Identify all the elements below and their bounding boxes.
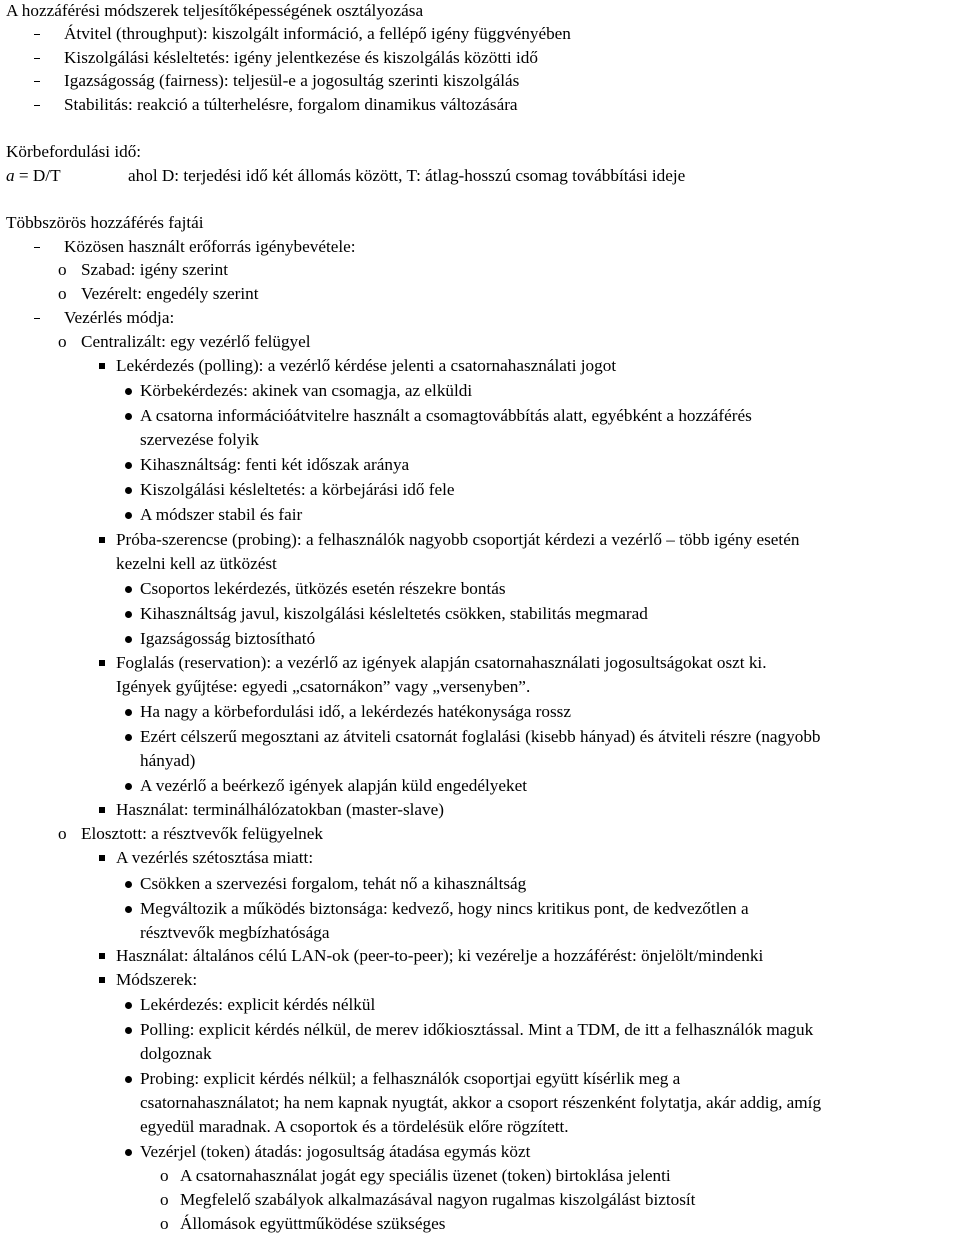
list-item: Körbekérdezés: akinek van csomagja, az elküldi — [140, 381, 473, 400]
list-item-continuation: Igények gyűjtése: egyedi „csatornákon” vagy „versenyben”. — [116, 677, 531, 696]
list-item-continuation: dolgoznak — [140, 1044, 212, 1063]
list-item: Csökken a szervezési forgalom, tehát nő a kihasználtság — [140, 874, 527, 893]
list-item-continuation: egyedül maradnak. A csoportok és a tördelésük előre rögzített. — [140, 1117, 569, 1136]
formula-expression: = D/T — [18, 166, 61, 185]
list-item: Ezért célszerű megosztani az átviteli csatornát foglalási (kisebb hányad) és átviteli részre (nagyobb — [140, 727, 821, 746]
list-item: Megváltozik a működés biztonsága: kedvező, hogy nincs kritikus pont, de kedvezőtlen a — [140, 899, 749, 918]
o-bullet: o — [58, 332, 67, 351]
round-bullet — [125, 881, 132, 888]
list-item: Igazságosság biztosítható — [140, 629, 316, 648]
list-item: Foglalás (reservation): a vezérlő az igények alapján csatornahasználati jogosultságokat oszt ki. — [116, 653, 767, 672]
dash-bullet — [34, 247, 40, 248]
list-item-continuation: hányad) — [140, 751, 196, 770]
round-bullet — [125, 1149, 132, 1156]
round-bullet — [125, 636, 132, 643]
o-bullet: o — [160, 1214, 169, 1233]
round-bullet — [125, 1076, 132, 1083]
round-bullet — [125, 487, 132, 494]
list-item: A vezérlő a beérkező igények alapján küld engedélyeket — [140, 776, 528, 795]
heading-performance-classification: A hozzáférési módszerek teljesítőképességének osztályozása — [6, 1, 424, 20]
formula-variable: a — [6, 166, 15, 185]
square-bullet — [99, 363, 105, 369]
dash-bullet — [34, 34, 40, 35]
square-bullet — [99, 537, 105, 543]
square-bullet — [99, 660, 105, 666]
list-item: Elosztott: a résztvevők felügyelnek — [81, 824, 323, 843]
list-item-continuation: résztvevők megbízhatósága — [140, 923, 330, 942]
round-bullet — [125, 709, 132, 716]
list-item: Próba-szerencse (probing): a felhasználók nagyobb csoportját kérdezi a vezérlő – több igény esetén — [116, 530, 800, 549]
round-bullet — [125, 611, 132, 618]
list-item: Probing: explicit kérdés nélkül; a felhasználók csoportjai együtt kísérlik meg a — [140, 1069, 681, 1088]
round-bullet — [125, 512, 132, 519]
list-item: Lekérdezés: explicit kérdés nélkül — [140, 995, 376, 1014]
list-item-continuation: csatornahasználatot; ha nem kapnak nyugtát, akkor a csoport részenként folytatja, akár addig, amíg — [140, 1093, 822, 1112]
o-bullet: o — [58, 824, 67, 843]
list-item: A vezérlés szétosztása miatt: — [116, 848, 314, 867]
square-bullet — [99, 977, 105, 983]
list-item-continuation: kezelni kell az ütközést — [116, 554, 277, 573]
list-item: Ha nagy a körbefordulási idő, a lekérdezés hatékonysága rossz — [140, 702, 571, 721]
list-item: Vezérelt: engedély szerint — [81, 284, 259, 303]
round-bullet — [125, 1027, 132, 1034]
list-item: A módszer stabil és fair — [140, 505, 303, 524]
o-bullet: o — [160, 1166, 169, 1185]
list-item: Kihasználtság javul, kiszolgálási késleltetés csökken, stabilitás megmarad — [140, 604, 648, 623]
formula-explanation: ahol D: terjedési idő két állomás között, T: átlag-hosszú csomag továbbítási ideje — [128, 166, 686, 185]
list-item: Közösen használt erőforrás igénybevétele: — [64, 237, 356, 256]
list-item: Polling: explicit kérdés nélkül, de merev időkiosztással. Mint a TDM, de itt a felhasználók maguk — [140, 1020, 814, 1039]
list-item: Megfelelő szabályok alkalmazásával nagyon rugalmas kiszolgálást biztosít — [180, 1190, 696, 1209]
dash-bullet — [34, 58, 40, 59]
round-bullet — [125, 906, 132, 913]
list-item: Vezérjel (token) átadás: jogosultság átadása egymás közt — [140, 1142, 531, 1161]
list-item: Kiszolgálási késleltetés: igény jelentkezése és kiszolgálás közötti idő — [64, 48, 538, 67]
dash-bullet — [34, 318, 40, 319]
square-bullet — [99, 953, 105, 959]
list-item: Használat: terminálhálózatokban (master-slave) — [116, 800, 444, 819]
list-item: Csoportos lekérdezés, ütközés esetén részekre bontás — [140, 579, 506, 598]
round-bullet — [125, 462, 132, 469]
heading-round-trip: Körbefordulási idő: — [6, 142, 142, 161]
list-item: Módszerek: — [116, 970, 198, 989]
list-item: Kihasználtság: fenti két időszak aránya — [140, 455, 410, 474]
list-item: Stabilitás: reakció a túlterhelésre, forgalom dinamikus változására — [64, 95, 518, 114]
list-item: Lekérdezés (polling): a vezérlő kérdése jelenti a csatornahasználati jogot — [116, 356, 617, 375]
round-bullet — [125, 1002, 132, 1009]
dash-bullet — [34, 81, 40, 82]
round-bullet — [125, 586, 132, 593]
list-item: Igazságosság (fairness): teljesül-e a jogosultág szerinti kiszolgálás — [64, 71, 520, 90]
list-item: Szabad: igény szerint — [81, 260, 229, 279]
square-bullet — [99, 855, 105, 861]
list-item: A csatorna információátvitelre használt a csomagtovábbítás alatt, egyébként a hozzáférés — [140, 406, 752, 425]
list-item: Átvitel (throughput): kiszolgált információ, a fellépő igény függvényében — [64, 24, 571, 43]
list-item-continuation: szervezése folyik — [140, 430, 259, 449]
square-bullet — [99, 807, 105, 813]
o-bullet: o — [58, 284, 67, 303]
formula-line — [6, 165, 61, 187]
dash-bullet — [34, 105, 40, 106]
heading-multiple-access: Többszörös hozzáférés fajtái — [6, 213, 204, 232]
list-item: Állomások együttműködése szükséges — [180, 1214, 446, 1233]
list-item: A csatornahasználat jogát egy speciális üzenet (token) birtoklása jelenti — [180, 1166, 671, 1185]
o-bullet: o — [160, 1190, 169, 1209]
round-bullet — [125, 413, 132, 420]
list-item: Kiszolgálási késleltetés: a körbejárási idő fele — [140, 480, 455, 499]
round-bullet — [125, 783, 132, 790]
list-item: Használat: általános célú LAN-ok (peer-to-peer); ki vezérelje a hozzáférést: önjelölt/mindenki — [116, 946, 764, 965]
round-bullet — [125, 388, 132, 395]
list-item: Vezérlés módja: — [64, 308, 175, 327]
o-bullet: o — [58, 260, 67, 279]
list-item: Centralizált: egy vezérlő felügyel — [81, 332, 311, 351]
round-bullet — [125, 734, 132, 741]
